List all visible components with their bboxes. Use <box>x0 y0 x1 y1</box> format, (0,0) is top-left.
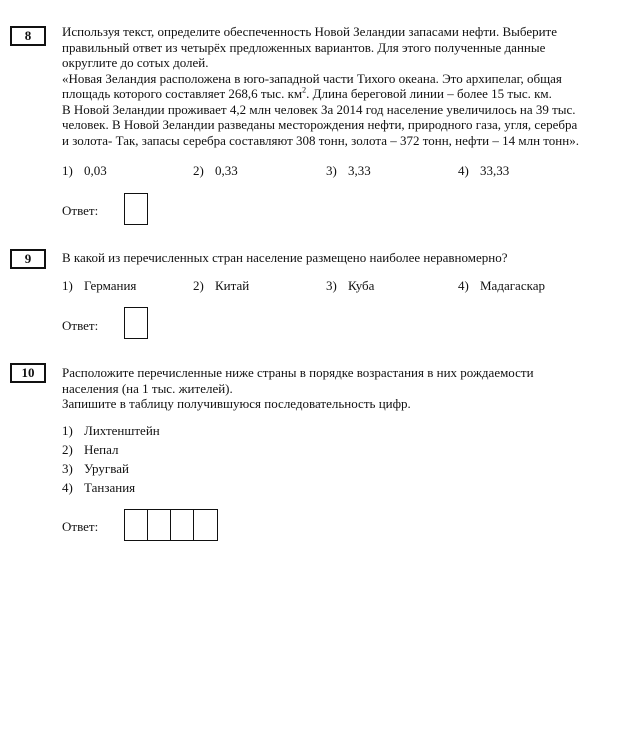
q9-option-2[interactable]: 2) Китай <box>193 278 250 293</box>
q9-option-4[interactable]: 4) Мадагаскар <box>458 278 545 293</box>
q9-options <box>62 278 622 296</box>
q8-line-8: и золота- Так, запасы серебра составляют 308 тонн, золота – 372 тонн, нефти – 14 млн тонн». <box>62 132 579 148</box>
q10-line-1: Расположите перечисленные ниже страны в порядке возрастания в них рождаемости <box>62 365 534 380</box>
q8-line-5 <box>62 86 610 102</box>
q8-answer-label: Ответ: <box>62 203 99 218</box>
q8-option-2[interactable]: 2) 0,33 <box>193 163 238 178</box>
q10-answer-grid <box>124 509 218 541</box>
q10-answer-label: Ответ: <box>62 519 99 534</box>
q10-answer-cell-3[interactable] <box>171 510 194 540</box>
q8-answer-box[interactable] <box>124 193 148 225</box>
q8-superscript: 2 <box>302 85 307 95</box>
q9-answer-label: Ответ: <box>62 318 99 333</box>
q10-answer-cell-1[interactable] <box>125 510 148 540</box>
q8-line-4: «Новая Зеландия расположена в юго-западной части Тихого океана. Это архипелаг, общая <box>62 70 562 86</box>
question-number-8: 8 <box>10 26 46 46</box>
q10-item-2: 2) Непал <box>62 442 119 457</box>
q10-item-1: 1) Лихтенштейн <box>62 423 160 438</box>
question-number-10: 10 <box>10 363 46 383</box>
question-8-text <box>62 24 610 148</box>
q10-item-3: 3) Уругвай <box>62 461 129 476</box>
q8-options <box>62 163 622 181</box>
q8-option-3[interactable]: 3) 3,33 <box>326 163 371 178</box>
q10-line-3: Запишите в таблицу получившуюся последовательность цифр. <box>62 396 411 411</box>
q8-line-7: человек. В Новой Зеландии разведаны месторождения нефти, природного газа, угля, серебра <box>62 117 578 132</box>
q9-answer-box[interactable] <box>124 307 148 339</box>
q8-option-4[interactable]: 4) 33,33 <box>458 163 510 178</box>
q8-line-3: округлите до сотых долей. <box>62 55 209 70</box>
q10-answer-cell-2[interactable] <box>148 510 171 540</box>
q10-item-4: 4) Танзания <box>62 480 136 495</box>
q8-line-5-head: площадь которого составляет 268,6 тыс. км <box>62 86 303 101</box>
q8-line-5-tail: . Длина береговой линии – более 15 тыс. км. <box>306 86 552 101</box>
q10-line-2: населения (на 1 тыс. жителей). <box>62 380 233 396</box>
question-9-text: В какой из перечисленных стран население размещено наиболее неравномерно? <box>62 250 508 265</box>
q9-option-1[interactable]: 1) Германия <box>62 278 137 293</box>
q8-line-6: В Новой Зеландии проживает 4,2 млн человек За 2014 год население увеличилось на 39 тыс. <box>62 101 576 117</box>
question-10-text <box>62 365 610 412</box>
q8-line-1: Используя текст, определите обеспеченность Новой Зеландии запасами нефти. Выберите <box>62 24 558 39</box>
q10-answer-cell-4[interactable] <box>194 510 217 540</box>
question-number-9: 9 <box>10 249 46 269</box>
q8-option-1[interactable]: 1) 0,03 <box>62 163 107 178</box>
q9-option-3[interactable]: 3) Куба <box>326 278 375 293</box>
q8-line-2: правильный ответ из четырёх предложенных вариантов. Для этого полученные данные <box>62 39 546 55</box>
